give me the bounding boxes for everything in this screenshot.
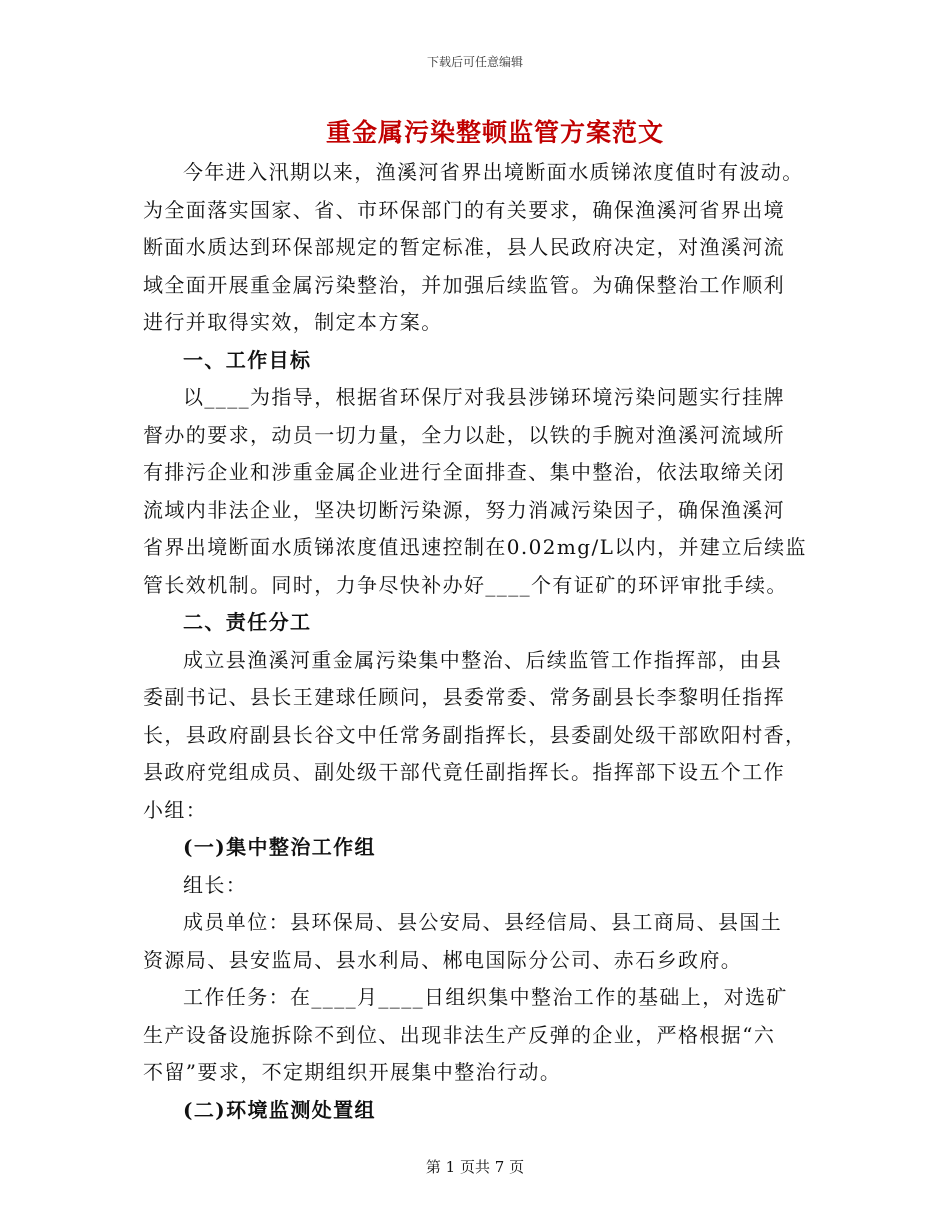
text-line: 生产设备设施拆除不到位、出现非法生产反弹的企业，严格根据“六 [143,1022,776,1047]
text-line: 不留”要求，不定期组织开展集中整治行动。 [143,1060,562,1084]
group-members-paragraph [143,904,813,979]
text-line: 以____为指导，根据省环保厅对我县涉锑环境污染问题实行挂牌 [183,385,785,409]
document-body [143,154,813,1129]
text-line: 为全面落实国家、省、市环保部门的有关要求，确保渔溪河省界出境 [143,197,785,222]
text-line: 进行并取得实效，制定本方案。 [143,310,443,334]
text-line: 委副书记、县长王建球任顾问，县委常委、常务副县长李黎明任指挥 [143,685,785,709]
text-line: 成员单位：县环保局、县公安局、县经信局、县工商局、县国土 [183,910,783,934]
text-line: 资源局、县安监局、县水利局、郴电国际分公司、赤石乡政府。 [143,947,743,972]
header-note: 下载后可任意编辑 [426,55,523,69]
goals-paragraph [143,379,813,604]
text-line: 今年进入汛期以来，渔溪河省界出境断面水质锑浓度值时有波动。 [183,160,804,184]
text-line: 有排污企业和涉重金属企业进行全面排查、集中整治，依法取缔关闭 [143,460,785,484]
section-heading-goals: 一、工作目标 [183,347,312,372]
section-heading-duties: 二、责任分工 [183,610,312,634]
text-line: 管长效机制。同时，力争尽快补办好____个有证矿的环评审批手续。 [143,572,788,597]
text-line: 长，县政府副县长谷文中任常务副指挥长，县委副处级干部欧阳村香， [143,722,807,747]
document-title: 重金属污染整顿监管方案范文 [325,118,664,147]
text-line: 小组： [143,797,208,822]
group-leader-line [143,867,813,905]
text-line: 督办的要求，动员一切力量，全力以赴，以铁的手腕对渔溪河流域所 [143,422,785,447]
text-line: 工作任务：在____月____日组织集中整治工作的基础上，对选矿 [183,985,788,1009]
text-line: 断面水质达到环保部规定的暂定标准，县人民政府决定，对渔溪河流 [143,235,785,259]
text-line: 县政府党组成员、副处级干部代竟任副指挥长。指挥部下设五个工作 [143,760,785,784]
text-line: 成立县渔溪河重金属污染集中整治、后续监管工作指挥部，由县 [183,647,783,672]
group-tasks-paragraph [143,979,813,1092]
intro-paragraph [143,154,813,342]
text-line: 域全面开展重金属污染整治，并加强后续监管。为确保整治工作顺利 [143,272,785,297]
page-footer: 第 1 页共 7 页 [425,1158,525,1176]
duties-paragraph [143,642,813,830]
text-line: 组长： [183,872,248,897]
group-heading-centralized-rectification: (一)集中整治工作组 [183,835,376,859]
text-line: 省界出境断面水质锑浓度值迅速控制在0.02mg/L以内，并建立后续监 [143,535,807,559]
group-heading-environmental-monitoring: (二)环境监测处置组 [183,1097,376,1122]
text-line: 流域内非法企业，坚决切断污染源，努力消减污染因子，确保渔溪河 [143,497,785,522]
